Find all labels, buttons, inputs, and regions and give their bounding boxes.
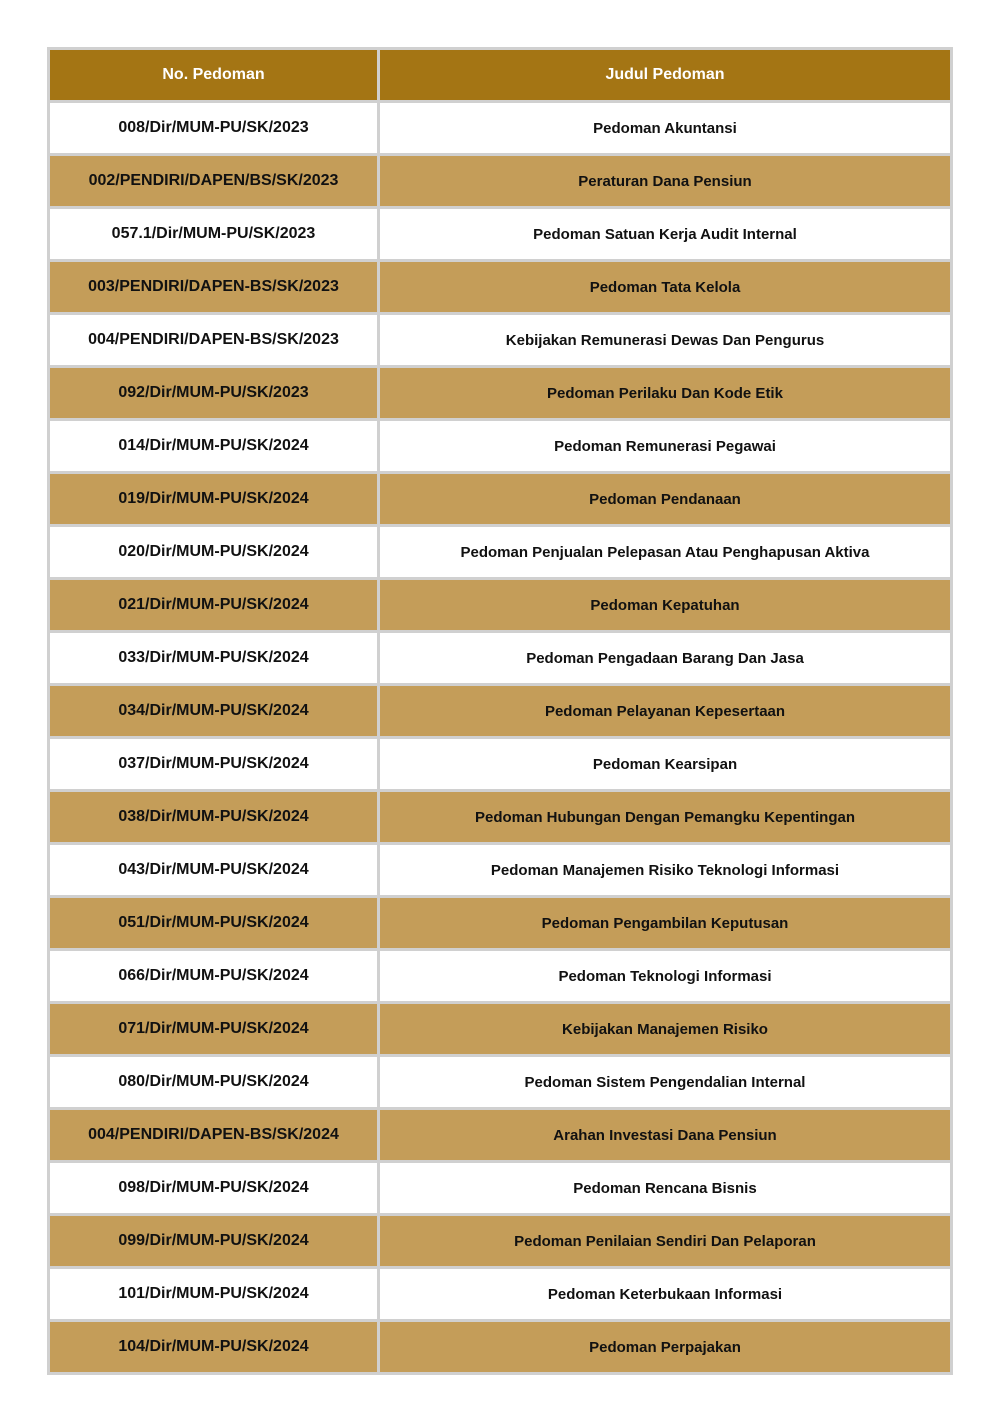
cell-judul-pedoman: Peraturan Dana Pensiun <box>380 156 950 206</box>
cell-judul-pedoman: Arahan Investasi Dana Pensiun <box>380 1110 950 1160</box>
table-row <box>50 792 950 842</box>
table-row <box>50 1322 950 1372</box>
table-row <box>50 103 950 153</box>
table-row <box>50 580 950 630</box>
table-row <box>50 421 950 471</box>
cell-judul-pedoman: Kebijakan Manajemen Risiko <box>380 1004 950 1054</box>
cell-judul-pedoman: Pedoman Perilaku Dan Kode Etik <box>380 368 950 418</box>
cell-judul-pedoman: Pedoman Hubungan Dengan Pemangku Kepentingan <box>380 792 950 842</box>
cell-judul-pedoman: Pedoman Teknologi Informasi <box>380 951 950 1001</box>
cell-judul-pedoman: Pedoman Remunerasi Pegawai <box>380 421 950 471</box>
cell-judul-pedoman: Pedoman Penjualan Pelepasan Atau Penghapusan Aktiva <box>380 527 950 577</box>
cell-judul-pedoman: Pedoman Penilaian Sendiri Dan Pelaporan <box>380 1216 950 1266</box>
cell-no-pedoman: 021/Dir/MUM-PU/SK/2024 <box>50 580 377 630</box>
cell-judul-pedoman: Pedoman Keterbukaan Informasi <box>380 1269 950 1319</box>
cell-judul-pedoman: Pedoman Pelayanan Kepesertaan <box>380 686 950 736</box>
cell-no-pedoman: 071/Dir/MUM-PU/SK/2024 <box>50 1004 377 1054</box>
cell-no-pedoman: 033/Dir/MUM-PU/SK/2024 <box>50 633 377 683</box>
pedoman-table <box>47 47 953 1375</box>
cell-no-pedoman: 002/PENDIRI/DAPEN/BS/SK/2023 <box>50 156 377 206</box>
table-row <box>50 156 950 206</box>
cell-no-pedoman: 051/Dir/MUM-PU/SK/2024 <box>50 898 377 948</box>
cell-judul-pedoman: Pedoman Tata Kelola <box>380 262 950 312</box>
table-row <box>50 633 950 683</box>
cell-no-pedoman: 038/Dir/MUM-PU/SK/2024 <box>50 792 377 842</box>
cell-judul-pedoman: Pedoman Rencana Bisnis <box>380 1163 950 1213</box>
cell-no-pedoman: 043/Dir/MUM-PU/SK/2024 <box>50 845 377 895</box>
table-row <box>50 315 950 365</box>
header-judul-pedoman: Judul Pedoman <box>380 50 950 100</box>
cell-no-pedoman: 099/Dir/MUM-PU/SK/2024 <box>50 1216 377 1266</box>
cell-no-pedoman: 034/Dir/MUM-PU/SK/2024 <box>50 686 377 736</box>
table-body <box>50 103 950 1372</box>
table-row <box>50 1269 950 1319</box>
table-row <box>50 1057 950 1107</box>
cell-judul-pedoman: Pedoman Kepatuhan <box>380 580 950 630</box>
table-row <box>50 845 950 895</box>
cell-no-pedoman: 004/PENDIRI/DAPEN-BS/SK/2023 <box>50 315 377 365</box>
cell-judul-pedoman: Pedoman Akuntansi <box>380 103 950 153</box>
cell-judul-pedoman: Pedoman Sistem Pengendalian Internal <box>380 1057 950 1107</box>
cell-no-pedoman: 004/PENDIRI/DAPEN-BS/SK/2024 <box>50 1110 377 1160</box>
table-row <box>50 951 950 1001</box>
cell-no-pedoman: 037/Dir/MUM-PU/SK/2024 <box>50 739 377 789</box>
table-row <box>50 209 950 259</box>
cell-judul-pedoman: Pedoman Kearsipan <box>380 739 950 789</box>
cell-no-pedoman: 104/Dir/MUM-PU/SK/2024 <box>50 1322 377 1372</box>
cell-no-pedoman: 020/Dir/MUM-PU/SK/2024 <box>50 527 377 577</box>
table-row <box>50 739 950 789</box>
table-row <box>50 1110 950 1160</box>
cell-judul-pedoman: Pedoman Satuan Kerja Audit Internal <box>380 209 950 259</box>
header-no-pedoman: No. Pedoman <box>50 50 377 100</box>
table-row <box>50 1216 950 1266</box>
table-row <box>50 686 950 736</box>
table-row <box>50 1004 950 1054</box>
table-header-row <box>50 50 950 100</box>
table-row <box>50 474 950 524</box>
cell-no-pedoman: 092/Dir/MUM-PU/SK/2023 <box>50 368 377 418</box>
cell-no-pedoman: 014/Dir/MUM-PU/SK/2024 <box>50 421 377 471</box>
pedoman-table-container <box>47 47 953 1375</box>
table-row <box>50 898 950 948</box>
cell-no-pedoman: 019/Dir/MUM-PU/SK/2024 <box>50 474 377 524</box>
cell-no-pedoman: 101/Dir/MUM-PU/SK/2024 <box>50 1269 377 1319</box>
cell-judul-pedoman: Pedoman Perpajakan <box>380 1322 950 1372</box>
cell-no-pedoman: 098/Dir/MUM-PU/SK/2024 <box>50 1163 377 1213</box>
table-row <box>50 262 950 312</box>
cell-judul-pedoman: Kebijakan Remunerasi Dewas Dan Pengurus <box>380 315 950 365</box>
cell-judul-pedoman: Pedoman Pendanaan <box>380 474 950 524</box>
cell-no-pedoman: 080/Dir/MUM-PU/SK/2024 <box>50 1057 377 1107</box>
cell-no-pedoman: 003/PENDIRI/DAPEN-BS/SK/2023 <box>50 262 377 312</box>
cell-judul-pedoman: Pedoman Manajemen Risiko Teknologi Informasi <box>380 845 950 895</box>
cell-no-pedoman: 057.1/Dir/MUM-PU/SK/2023 <box>50 209 377 259</box>
cell-judul-pedoman: Pedoman Pengambilan Keputusan <box>380 898 950 948</box>
table-row <box>50 527 950 577</box>
table-row <box>50 368 950 418</box>
table-row <box>50 1163 950 1213</box>
cell-no-pedoman: 066/Dir/MUM-PU/SK/2024 <box>50 951 377 1001</box>
cell-no-pedoman: 008/Dir/MUM-PU/SK/2023 <box>50 103 377 153</box>
cell-judul-pedoman: Pedoman Pengadaan Barang Dan Jasa <box>380 633 950 683</box>
